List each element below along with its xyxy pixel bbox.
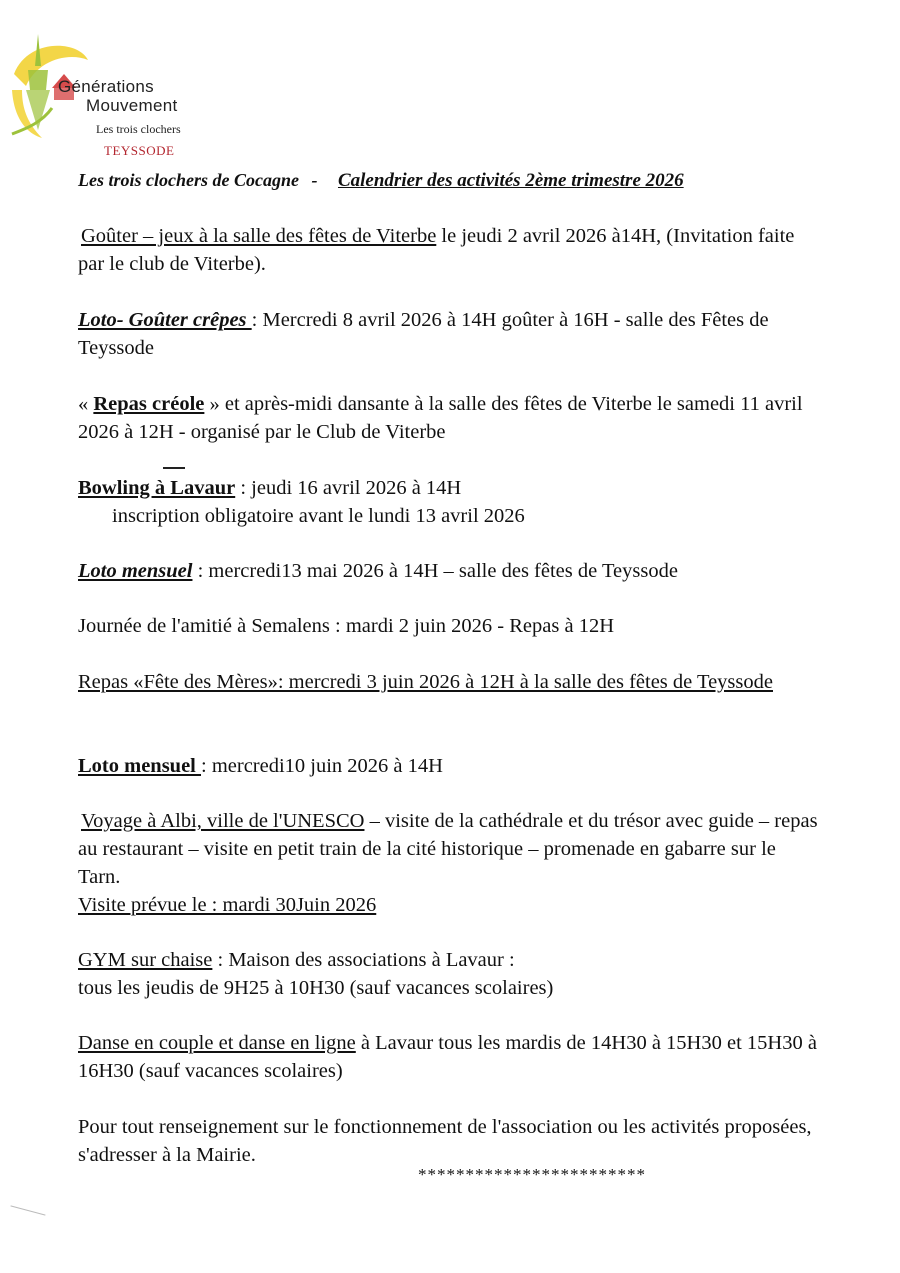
- activity-loto-mai: [78, 557, 818, 585]
- activity-loto-juin: [78, 752, 818, 780]
- activity-note: inscription obligatoire avant le lundi 13 avril 2026: [112, 505, 525, 527]
- activity-title: GYM sur chaise: [78, 949, 213, 971]
- activity-details: : Mercredi 8 avril 2026 à 14H goûter à 16H - salle des Fêtes de Teyssode: [78, 309, 769, 359]
- activity-title: Repas créole: [93, 393, 205, 415]
- activity-gym: [78, 946, 818, 1002]
- activity-details: le jeudi 2 avril 2026 à14H, (Invitation faite par le club de Viterbe).: [78, 225, 795, 275]
- activity-details: – visite de la cathédrale et du trésor avec guide – repas au restaurant – visite en petit train de la cité historique – promenade en gabarre sur le Tarn.: [78, 810, 818, 888]
- activity-details: : jeudi 16 avril 2026 à 14H: [235, 477, 462, 499]
- activity-title: Repas «Fête des Mères»: mercredi 3 juin 2026 à 12H à la salle des fêtes de Teyssode: [78, 671, 773, 693]
- logo-title-line1: Générations: [58, 77, 154, 96]
- activity-loto-crepes: [78, 306, 818, 362]
- activity-note: tous les jeudis de 9H25 à 10H30 (sauf vacances scolaires): [78, 977, 554, 999]
- activity-details: : mercredi13 mai 2026 à 14H – salle des fêtes de Teyssode: [192, 560, 678, 582]
- activity-details: à Lavaur tous les mardis de 14H30 à 15H30 et 15H30 à 16H30 (sauf vacances scolaires): [78, 1032, 817, 1082]
- logo-town: TEYSSODE: [104, 143, 175, 158]
- activity-details: » et après-midi dansante à la salle des fêtes de Viterbe le samedi 11 avril 2026 à 12H - organisé par le Club de Viterbe: [78, 393, 803, 443]
- activity-prefix: «: [78, 393, 94, 415]
- footer-stars: ************************: [418, 1165, 646, 1184]
- activity-note: Visite prévue le : mardi 30Juin 2026: [78, 894, 377, 916]
- activity-fete-meres: [78, 668, 818, 696]
- logo-title-line2: Mouvement: [86, 96, 178, 115]
- activity-details: : mercredi10 juin 2026 à 14H: [201, 755, 443, 777]
- activity-details: : Maison des associations à Lavaur :: [212, 949, 515, 971]
- club-logo: [8, 30, 208, 160]
- scan-artifact: [10, 1205, 45, 1215]
- activity-repas-creole: [78, 390, 818, 446]
- mark-stroke: [163, 467, 185, 469]
- footer-info-text: Pour tout renseignement sur le fonctionnement de l'association ou les activités proposées, s'adresser à la Mairie.: [78, 1116, 812, 1166]
- activity-title: Goûter – jeux à la salle des fêtes de Viterbe: [81, 225, 437, 247]
- activity-bowling: [78, 474, 818, 530]
- club-name: Les trois clochers de Cocagne: [78, 170, 299, 190]
- footer-info: [78, 1113, 818, 1169]
- activity-title: Loto mensuel: [78, 755, 201, 777]
- activity-text: Journée de l'amitié à Semalens : mardi 2 juin 2026 - Repas à 12H: [78, 615, 614, 637]
- header-separator: -: [311, 170, 318, 190]
- activity-voyage-albi: [78, 807, 818, 919]
- document-header: [78, 170, 684, 192]
- activity-journee-amitie: [78, 612, 818, 640]
- activity-title: Loto- Goûter crêpes: [78, 309, 252, 331]
- activity-title: Danse en couple et danse en ligne: [78, 1032, 356, 1054]
- activity-gouter-viterbe: [78, 222, 818, 278]
- activity-danse: [78, 1029, 818, 1085]
- activity-title: Voyage à Albi, ville de l'UNESCO: [81, 810, 365, 832]
- logo-subtitle: Les trois clochers: [96, 122, 181, 136]
- activity-title: Bowling à Lavaur: [78, 477, 236, 499]
- page-title: Calendrier des activités 2ème trimestre 2026: [337, 170, 684, 191]
- activity-title: Loto mensuel: [78, 560, 193, 582]
